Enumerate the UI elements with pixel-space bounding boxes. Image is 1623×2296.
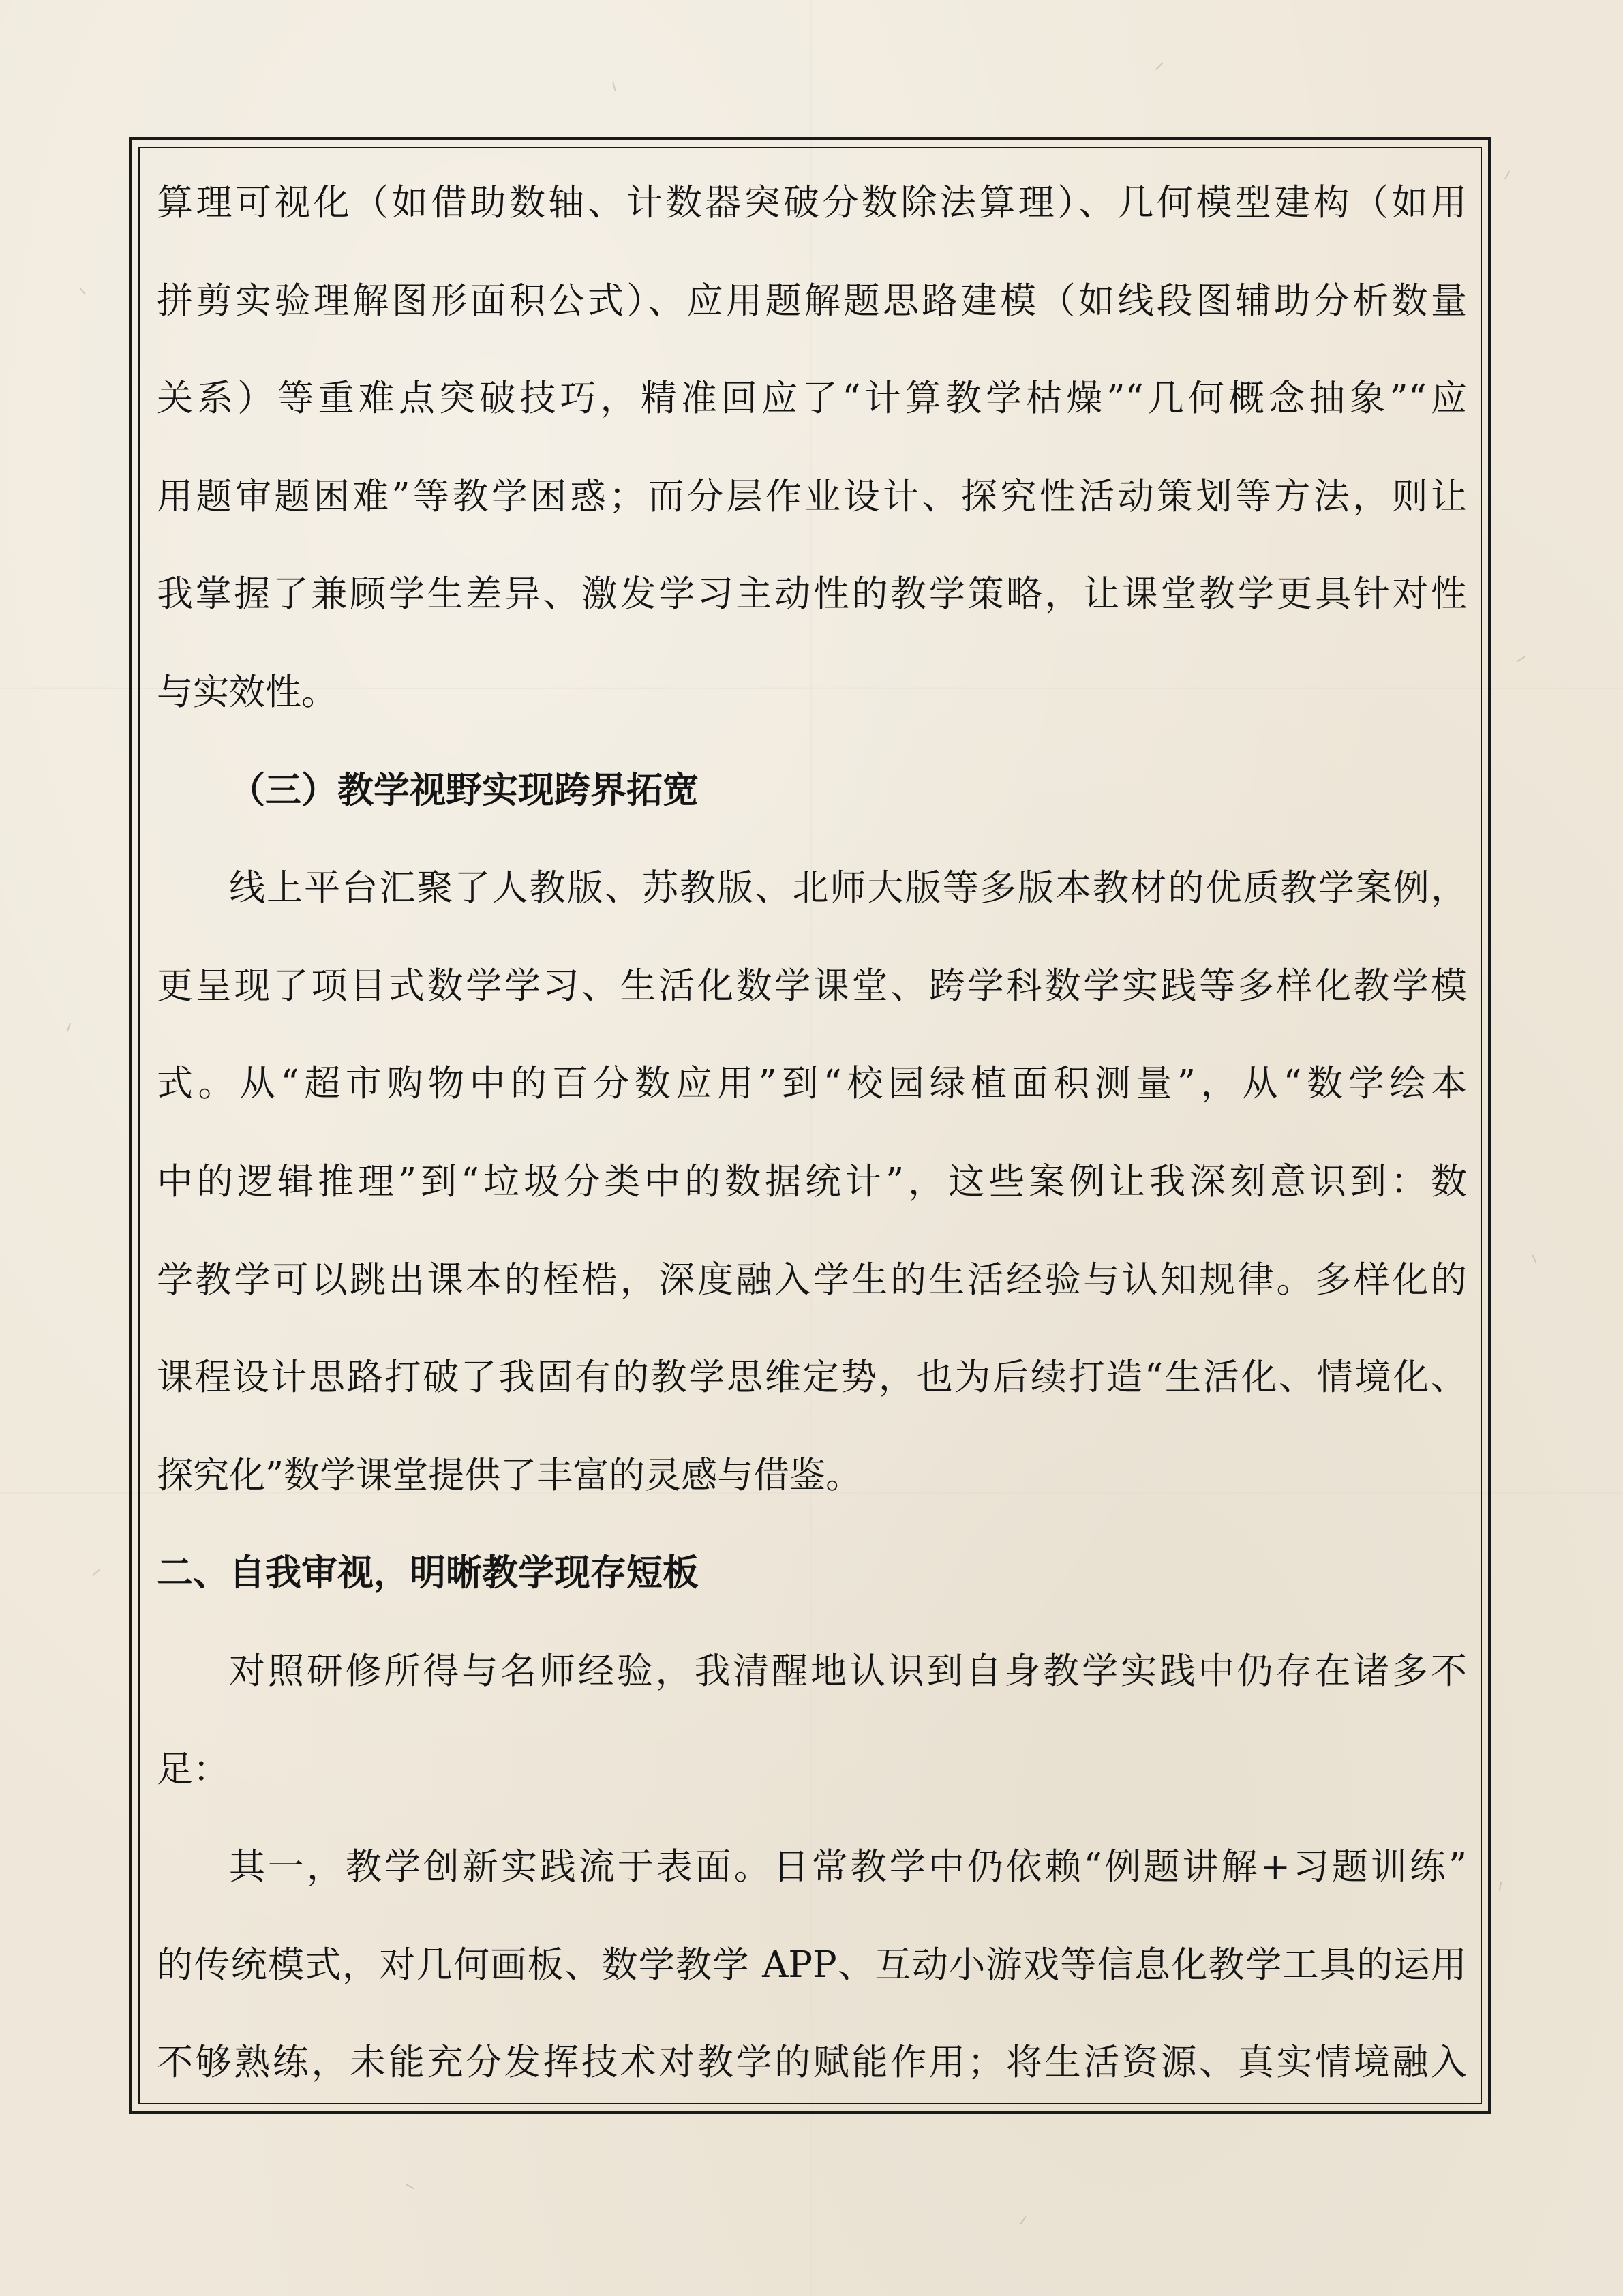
text-line: 对照研修所得与名师经验，我清醒地认识到自身教学实践中仍存在诸多不 bbox=[229, 1650, 1467, 1692]
text-line: 线上平台汇聚了人教版、苏教版、北师大版等多版本教材的优质教学案例， bbox=[229, 867, 1467, 909]
text-line: 中的逻辑推理”到“垃圾分类中的数据统计”，这些案例让我深刻意识到：数 bbox=[157, 1160, 1467, 1203]
text-line: 式。从“超市购物中的百分数应用”到“校园绿植面积测量”，从“数学绘本 bbox=[157, 1063, 1467, 1105]
text-line: 学教学可以跳出课本的桎梏，深度融入学生的生活经验与认知规律。多样化的 bbox=[157, 1258, 1467, 1301]
text-line: 关系）等重难点突破技巧，精准回应了“计算教学枯燥”“几何概念抽象”“应 bbox=[157, 378, 1467, 420]
document-body bbox=[157, 154, 1467, 2112]
text-line: 不够熟练，未能充分发挥技术对教学的赋能作用；将生活资源、真实情境融入 bbox=[157, 2042, 1467, 2084]
paper-speck bbox=[1155, 62, 1163, 70]
paper-speck bbox=[1499, 1882, 1502, 1891]
paper-speck bbox=[1504, 170, 1511, 179]
section-heading: 二、自我审视，明晰教学现存短板 bbox=[157, 1552, 699, 1595]
subsection-heading: （三）教学视野实现跨界拓宽 bbox=[229, 768, 699, 811]
text-line: 更呈现了项目式数学学习、生活化数学课堂、跨学科数学实践等多样化教学模 bbox=[157, 965, 1467, 1007]
text-line: 用题审题困难”等教学困惑；而分层作业设计、探究性活动策划等方法，则让 bbox=[157, 475, 1467, 517]
paper-speck bbox=[1532, 1254, 1537, 1264]
paper-speck bbox=[92, 1569, 100, 1577]
paper-speck bbox=[1020, 2216, 1027, 2225]
paper-speck bbox=[1516, 656, 1525, 663]
text-line: 算理可视化（如借助数轴、计数器突破分数除法算理）、几何模型建构（如用 bbox=[157, 182, 1467, 224]
paper-speck bbox=[405, 2184, 414, 2190]
text-line: 课程设计思路打破了我固有的教学思维定势，也为后续打造“生活化、情境化、 bbox=[157, 1357, 1467, 1399]
text-line: 拼剪实验理解图形面积公式）、应用题解题思路建模（如线段图辅助分析数量 bbox=[157, 280, 1467, 322]
text-line: 其一，教学创新实践流于表面。日常教学中仍依赖“例题讲解+习题训练” bbox=[229, 1846, 1467, 1888]
text-line: 与实效性。 bbox=[157, 671, 337, 713]
text-line: 探究化”数学课堂提供了丰富的灵感与借鉴。 bbox=[157, 1454, 862, 1496]
paper-speck bbox=[67, 1023, 72, 1032]
text-line: 我掌握了兼顾学生差异、激发学习主动性的教学策略，让课堂教学更具针对性 bbox=[157, 573, 1467, 616]
paper-speck bbox=[612, 82, 616, 91]
text-line: 的传统模式，对几何画板、数学教学 APP、互动小游戏等信息化教学工具的运用 bbox=[157, 1944, 1467, 1986]
text-line: 足： bbox=[157, 1748, 229, 1790]
paper-speck bbox=[79, 287, 87, 295]
